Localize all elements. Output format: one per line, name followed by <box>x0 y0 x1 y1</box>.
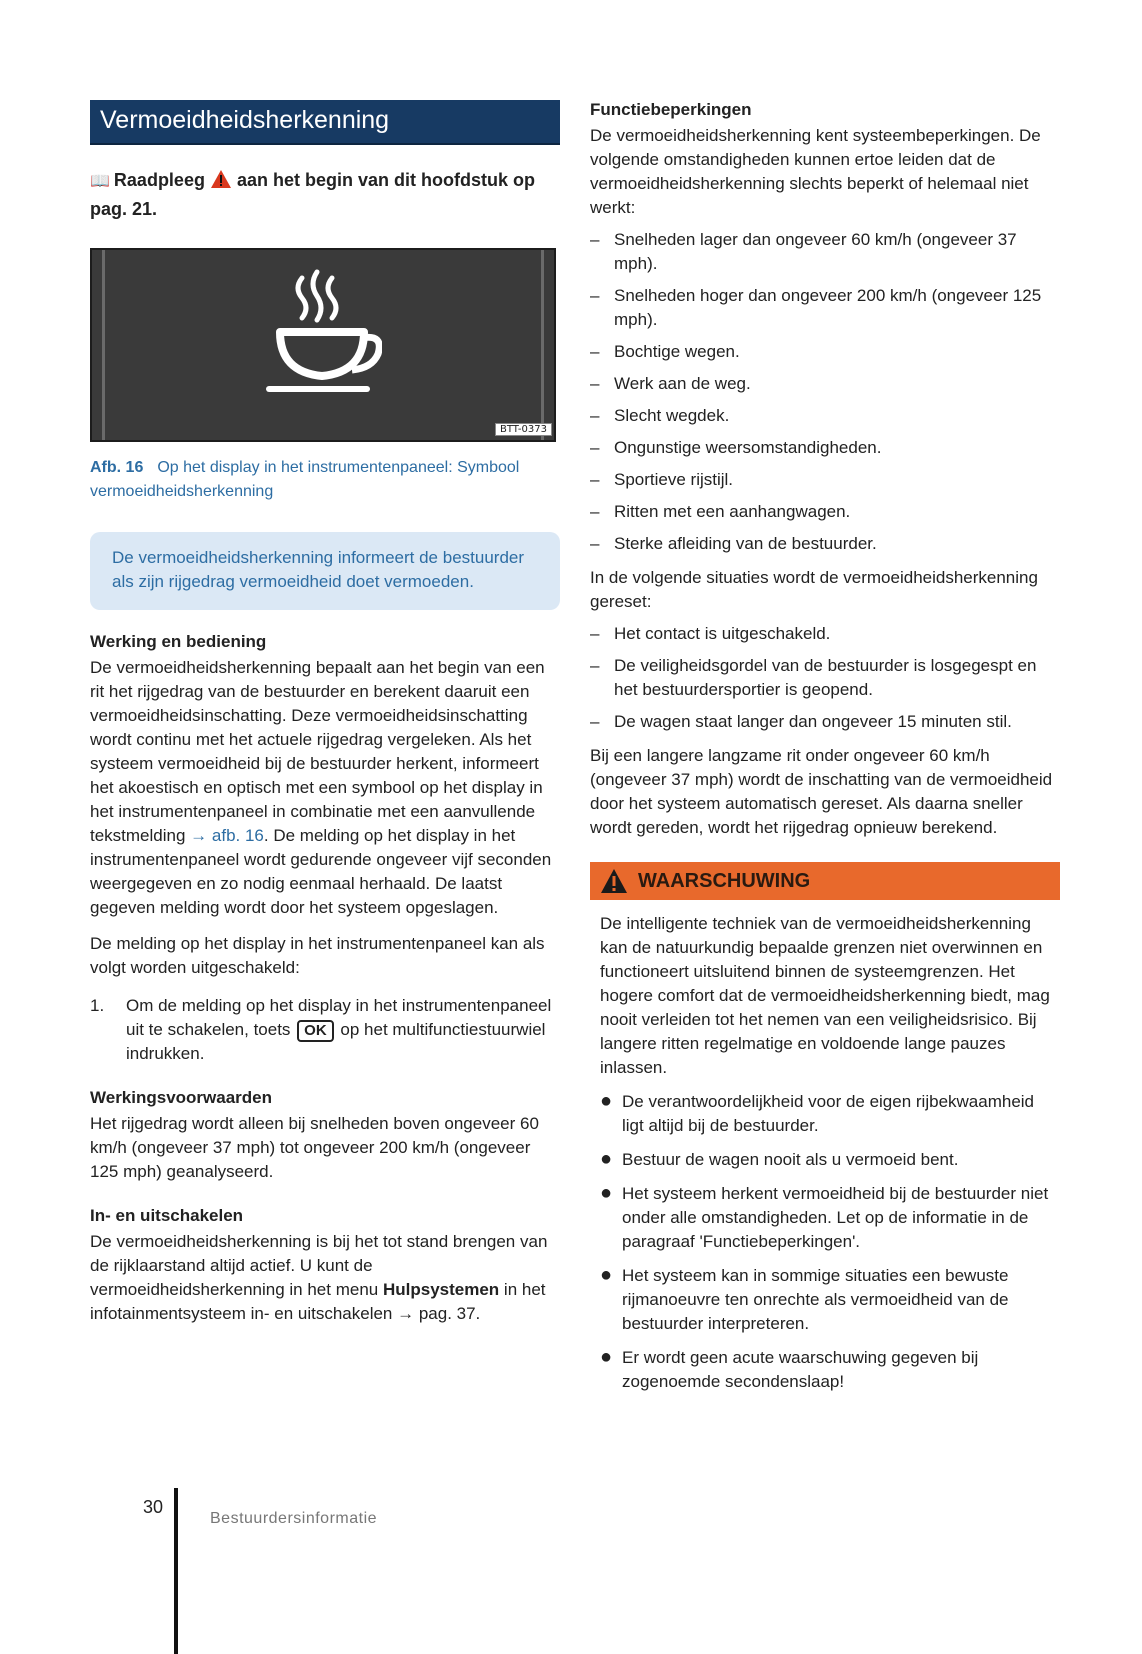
paragraph-voorwaarden: Het rijgedrag wordt alleen bij snelheden boven ongeveer 60 km/h (ongeveer 37 mph) tot ongeveer 200 km/h (ongeveer 125 mph) geanalyseerd. <box>90 1114 539 1181</box>
ok-key: OK <box>297 1020 334 1042</box>
display-edge-left <box>102 250 105 440</box>
list-item: ● Bestuur de wagen nooit als u vermoeid bent. <box>600 1148 959 1170</box>
heading-voorwaarden: Werkingsvoorwaarden <box>90 1088 273 1107</box>
figure-code: BTT-0373 <box>495 423 552 436</box>
reference-note <box>90 167 560 222</box>
step-item <box>90 994 560 1066</box>
reference-suffix: aan het begin van dit hoofdstuk op pag. 21. <box>90 170 535 219</box>
section-title: Vermoeidheidsherkenning <box>90 100 560 145</box>
step-text <box>126 994 560 1066</box>
warning-triangle-icon <box>600 868 628 894</box>
heading-schakelen: In- en uitschakelen <box>90 1206 244 1225</box>
reset-list <box>590 622 1060 734</box>
display-edge-right <box>541 250 544 440</box>
paragraph-schakelen-b: in het infotainmentsysteem in- en uitschakelen → pag. 37. <box>90 1280 546 1323</box>
list-item: ● Het systeem kan in sommige situaties een bewuste rijmanoeuvre ten onrechte als vermoeidheid van de bestuurder interpreteren. <box>600 1264 1009 1333</box>
footer-divider <box>174 1488 178 1654</box>
list-item: – Ongunstige weersomstandigheden. <box>590 438 882 457</box>
heading-werking: Werking en bediening <box>90 632 267 651</box>
list-item: – Snelheden hoger dan ongeveer 200 km/h (ongeveer 125 mph). <box>590 286 1042 329</box>
list-item: ● De verantwoordelijkheid voor de eigen rijbekwaamheid ligt altijd bij de bestuurder. <box>600 1090 1035 1135</box>
paragraph-schakelen-a: De vermoeidheidsherkenning is bij het tot stand brengen van de rijklaarstand altijd actief. U kunt de vermoeidheidsherkenning in het menu <box>90 1232 548 1299</box>
list-item: – De veiligheidsgordel van de bestuurder is losgegespt en het bestuurdersportier is geopend. <box>590 656 1037 699</box>
paragraph-schakelen <box>90 1230 560 1326</box>
reference-prefix: Raadpleeg <box>113 170 205 190</box>
heading-beperkingen: Functiebeperkingen <box>590 100 752 119</box>
step-number: 1. <box>90 996 105 1015</box>
paragraph-beperkingen: De vermoeidheidsherkenning kent systeembeperkingen. De volgende omstandigheden kunnen ertoe leiden dat de vermoeidheidsherkenning slechts beperkt of helemaal niet werkt: <box>590 126 1041 217</box>
list-item: ● Er wordt geen acute waarschuwing gegeven bij zogenoemde secondenslaap! <box>600 1346 979 1391</box>
book-icon: 📖 <box>90 173 110 190</box>
paragraph-werking-b: . De melding op het display in het instrumentenpaneel wordt gedurende ongeveer vijf seconden weergegeven en zo nodig eenmaal herhaald. De laatst gegeven melding wordt door het systeem opgeslagen. <box>90 826 552 917</box>
figure-link[interactable]: → afb. 16 <box>190 826 264 845</box>
warning-text: De intelligente techniek van de vermoeidheidsherkenning kan de natuurkundig bepaalde grenzen niet overwinnen en functioneert uitsluitend binnen de systeemgrenzen. Het hogere comfort dat de vermoeidheidsherkenning biedt, mag nooit verleiden tot het nemen van een veiligheidsrisico. Bij langere ritten regelmatige en voldoende lange pauzes inlassen. <box>600 914 1050 1077</box>
list-item: – Ritten met een aanhangwagen. <box>590 502 851 521</box>
coffee-cup-icon <box>262 260 382 410</box>
menu-name: Hulpsystemen <box>382 1280 500 1299</box>
list-item: – Bochtige wegen. <box>590 342 740 361</box>
paragraph-uitschakelen: De melding op het display in het instrumentenpaneel kan als volgt worden uitgeschakeld: <box>90 934 545 977</box>
caption-text: Op het display in het instrumentenpaneel: Symbool vermoeidheidsherkenning <box>90 459 520 500</box>
paragraph-slow-drive: Bij een langere langzame rit onder ongeveer 60 km/h (ongeveer 37 mph) wordt de inschatting van de vermoeidheid door het systeem automatisch gereset. Als daarna sneller wordt gereden, wordt het rijgedrag opnieuw berekend. <box>590 746 1053 837</box>
right-column <box>590 100 1060 1394</box>
list-item: – Sportieve rijstijl. <box>590 470 734 489</box>
list-item: – Werk aan de weg. <box>590 374 751 393</box>
list-item: – Het contact is uitgeschakeld. <box>590 624 831 643</box>
warning-header <box>590 862 1060 900</box>
page-number: 30 <box>143 1497 164 1517</box>
paragraph-reset: In de volgende situaties wordt de vermoeidheidsherkenning gereset: <box>590 568 1038 611</box>
list-item: – Sterke afleiding van de bestuurder. <box>590 534 877 553</box>
figure-caption <box>90 456 560 504</box>
step-text-a: Om de melding op het display in het instrumentenpaneel uit te schakelen, toets <box>126 996 552 1039</box>
footer-section: Bestuurdersinformatie <box>210 1510 378 1527</box>
list-item: – De wagen staat langer dan ongeveer 15 minuten stil. <box>590 712 1012 731</box>
warning-body <box>590 900 1060 1394</box>
paragraph-werking <box>90 656 560 920</box>
list-item: – Snelheden lager dan ongeveer 60 km/h (ongeveer 37 mph). <box>590 230 1017 273</box>
left-column <box>90 100 560 1326</box>
limits-list <box>590 228 1060 556</box>
list-item: – Slecht wegdek. <box>590 406 730 425</box>
warning-title: WAARSCHUWING <box>638 869 811 892</box>
figure-display <box>90 248 556 442</box>
caption-number: Afb. 16 <box>90 459 144 476</box>
info-box: De vermoeidheidsherkenning informeert de bestuurder als zijn rijgedrag vermoeidheid doet vermoeden. <box>90 532 560 610</box>
list-item: ● Het systeem herkent vermoeidheid bij de bestuurder niet onder alle omstandigheden. Let op de informatie in de paragraaf 'Functiebeperkingen'. <box>600 1182 1049 1251</box>
paragraph-werking-a: De vermoeidheidsherkenning bepaalt aan het begin van een rit het rijgedrag van de bestuurder en berekent daaruit een vermoeidheidsinschatting. Deze vermoeidheidsinschatting wordt continu met het actuele rijgedrag vergeleken. Als het systeem vermoeidheid bij de bestuurder herkent, informeert het akoestisch en optisch met een symbool op het display in het instrumentenpaneel in combinatie met een aanvullende tekstmelding <box>90 658 545 845</box>
warning-triangle-icon <box>210 169 232 196</box>
step-text-b: op het multifunctiestuurwiel indrukken. <box>126 1020 546 1063</box>
